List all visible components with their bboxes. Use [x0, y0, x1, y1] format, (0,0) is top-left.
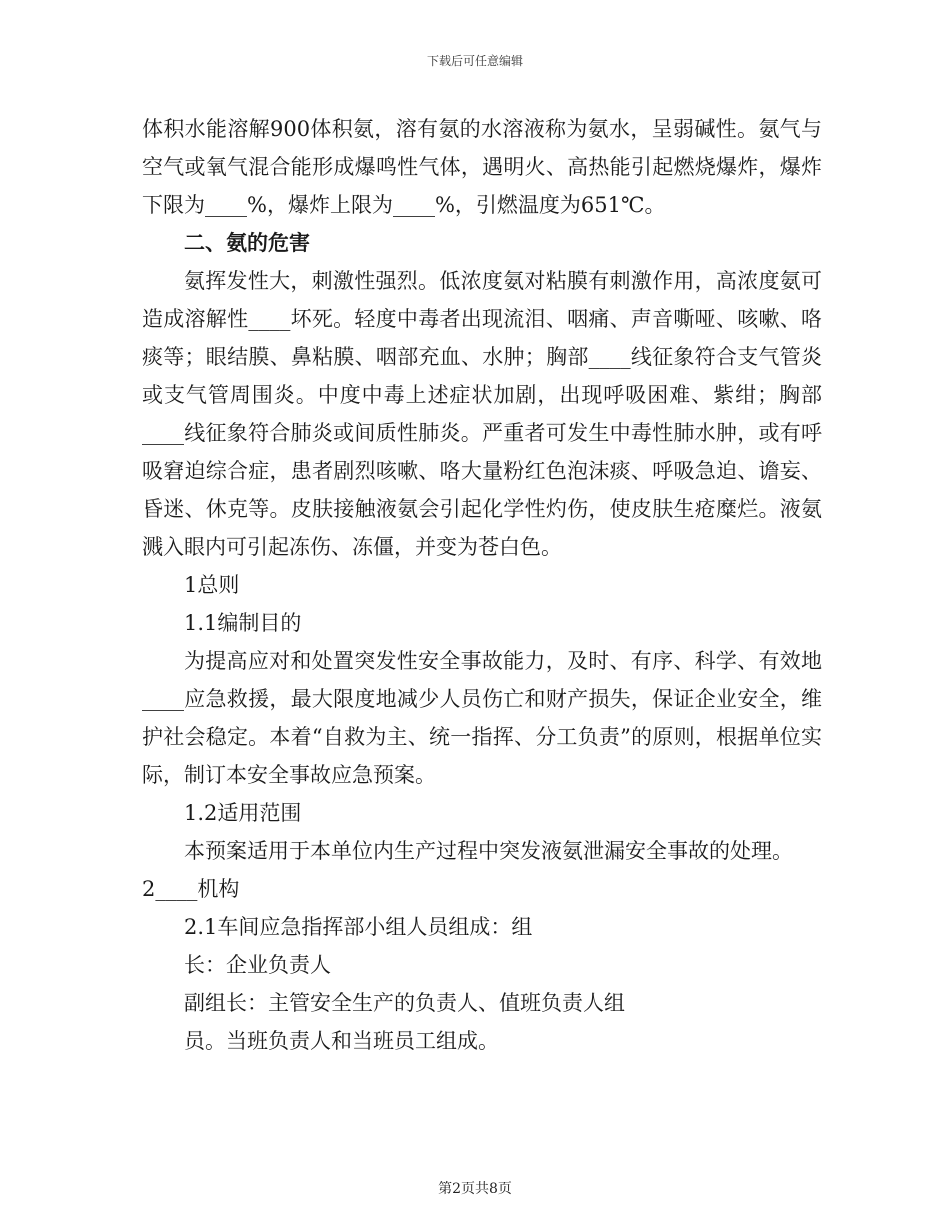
list-line-deputy: 副组长：主管安全生产的负责人、值班负责人组	[184, 991, 625, 1015]
list-line-members: 员。当班负责人和当班员工组成。	[184, 1029, 499, 1053]
page-footer: 第2页共8页	[438, 1181, 512, 1197]
document-body	[142, 110, 822, 1060]
subsection-title-scope: 1.2适用范围	[184, 801, 302, 825]
list-line-leader: 长：企业负责人	[184, 953, 331, 977]
subsection-title-command-group: 2.1车间应急指挥部小组人员组成：组	[184, 915, 533, 939]
paragraph-ammonia-hazards: 氨挥发性大，刺激性强烈。低浓度氨对粘膜有刺激作用，高浓度氨可造成溶解性____坏死。轻度中毒者出现流泪、咽痛、声音嘶哑、咳嗽、咯痰等；眼结膜、鼻粘膜、咽部充血、水肿；胸部____线征象符合支气管炎或支气管周围炎。中度中毒上述症状加剧，出现呼吸困难、紫绀；胸部____线征象符合肺炎或间质性肺炎。严重者可发生中毒性肺水肿，或有呼吸窘迫综合症，患者剧烈咳嗽、咯大量粉红色泡沫痰、呼吸急迫、谵妄、昏迷、休克等。皮肤接触液氨会引起化学性灼伤，使皮肤生疮糜烂。液氨溅入眼内可引起冻伤、冻僵，并变为苍白色。	[142, 269, 822, 559]
paragraph-scope: 本预案适用于本单位内生产过程中突发液氨泄漏安全事故的处理。	[184, 839, 793, 863]
section-title-organization: 2____机构	[142, 877, 240, 901]
section-heading-hazards: 二、氨的危害	[184, 230, 310, 255]
subsection-title-purpose: 1.1编制目的	[184, 611, 302, 635]
page-header: 下载后可任意编辑	[426, 54, 523, 68]
paragraph-purpose: 为提高应对和处置突发性安全事故能力，及时、有序、科学、有效地____应急救援，最大限度地减少人员伤亡和财产损失，保证企业安全，维护社会稳定。本着“自救为主、统一指挥、分工负责”的原则，根据单位实际，制订本安全事故应急预案。	[142, 649, 822, 787]
section-title-general: 1总则	[184, 573, 240, 597]
paragraph-ammonia-properties: 体积水能溶解900体积氨，溶有氨的水溶液称为氨水，呈弱碱性。氨气与空气或氧气混合能形成爆鸣性气体，遇明火、高热能引起燃烧爆炸，爆炸下限为____%，爆炸上限为____%，引燃温度为651℃。	[142, 117, 822, 217]
